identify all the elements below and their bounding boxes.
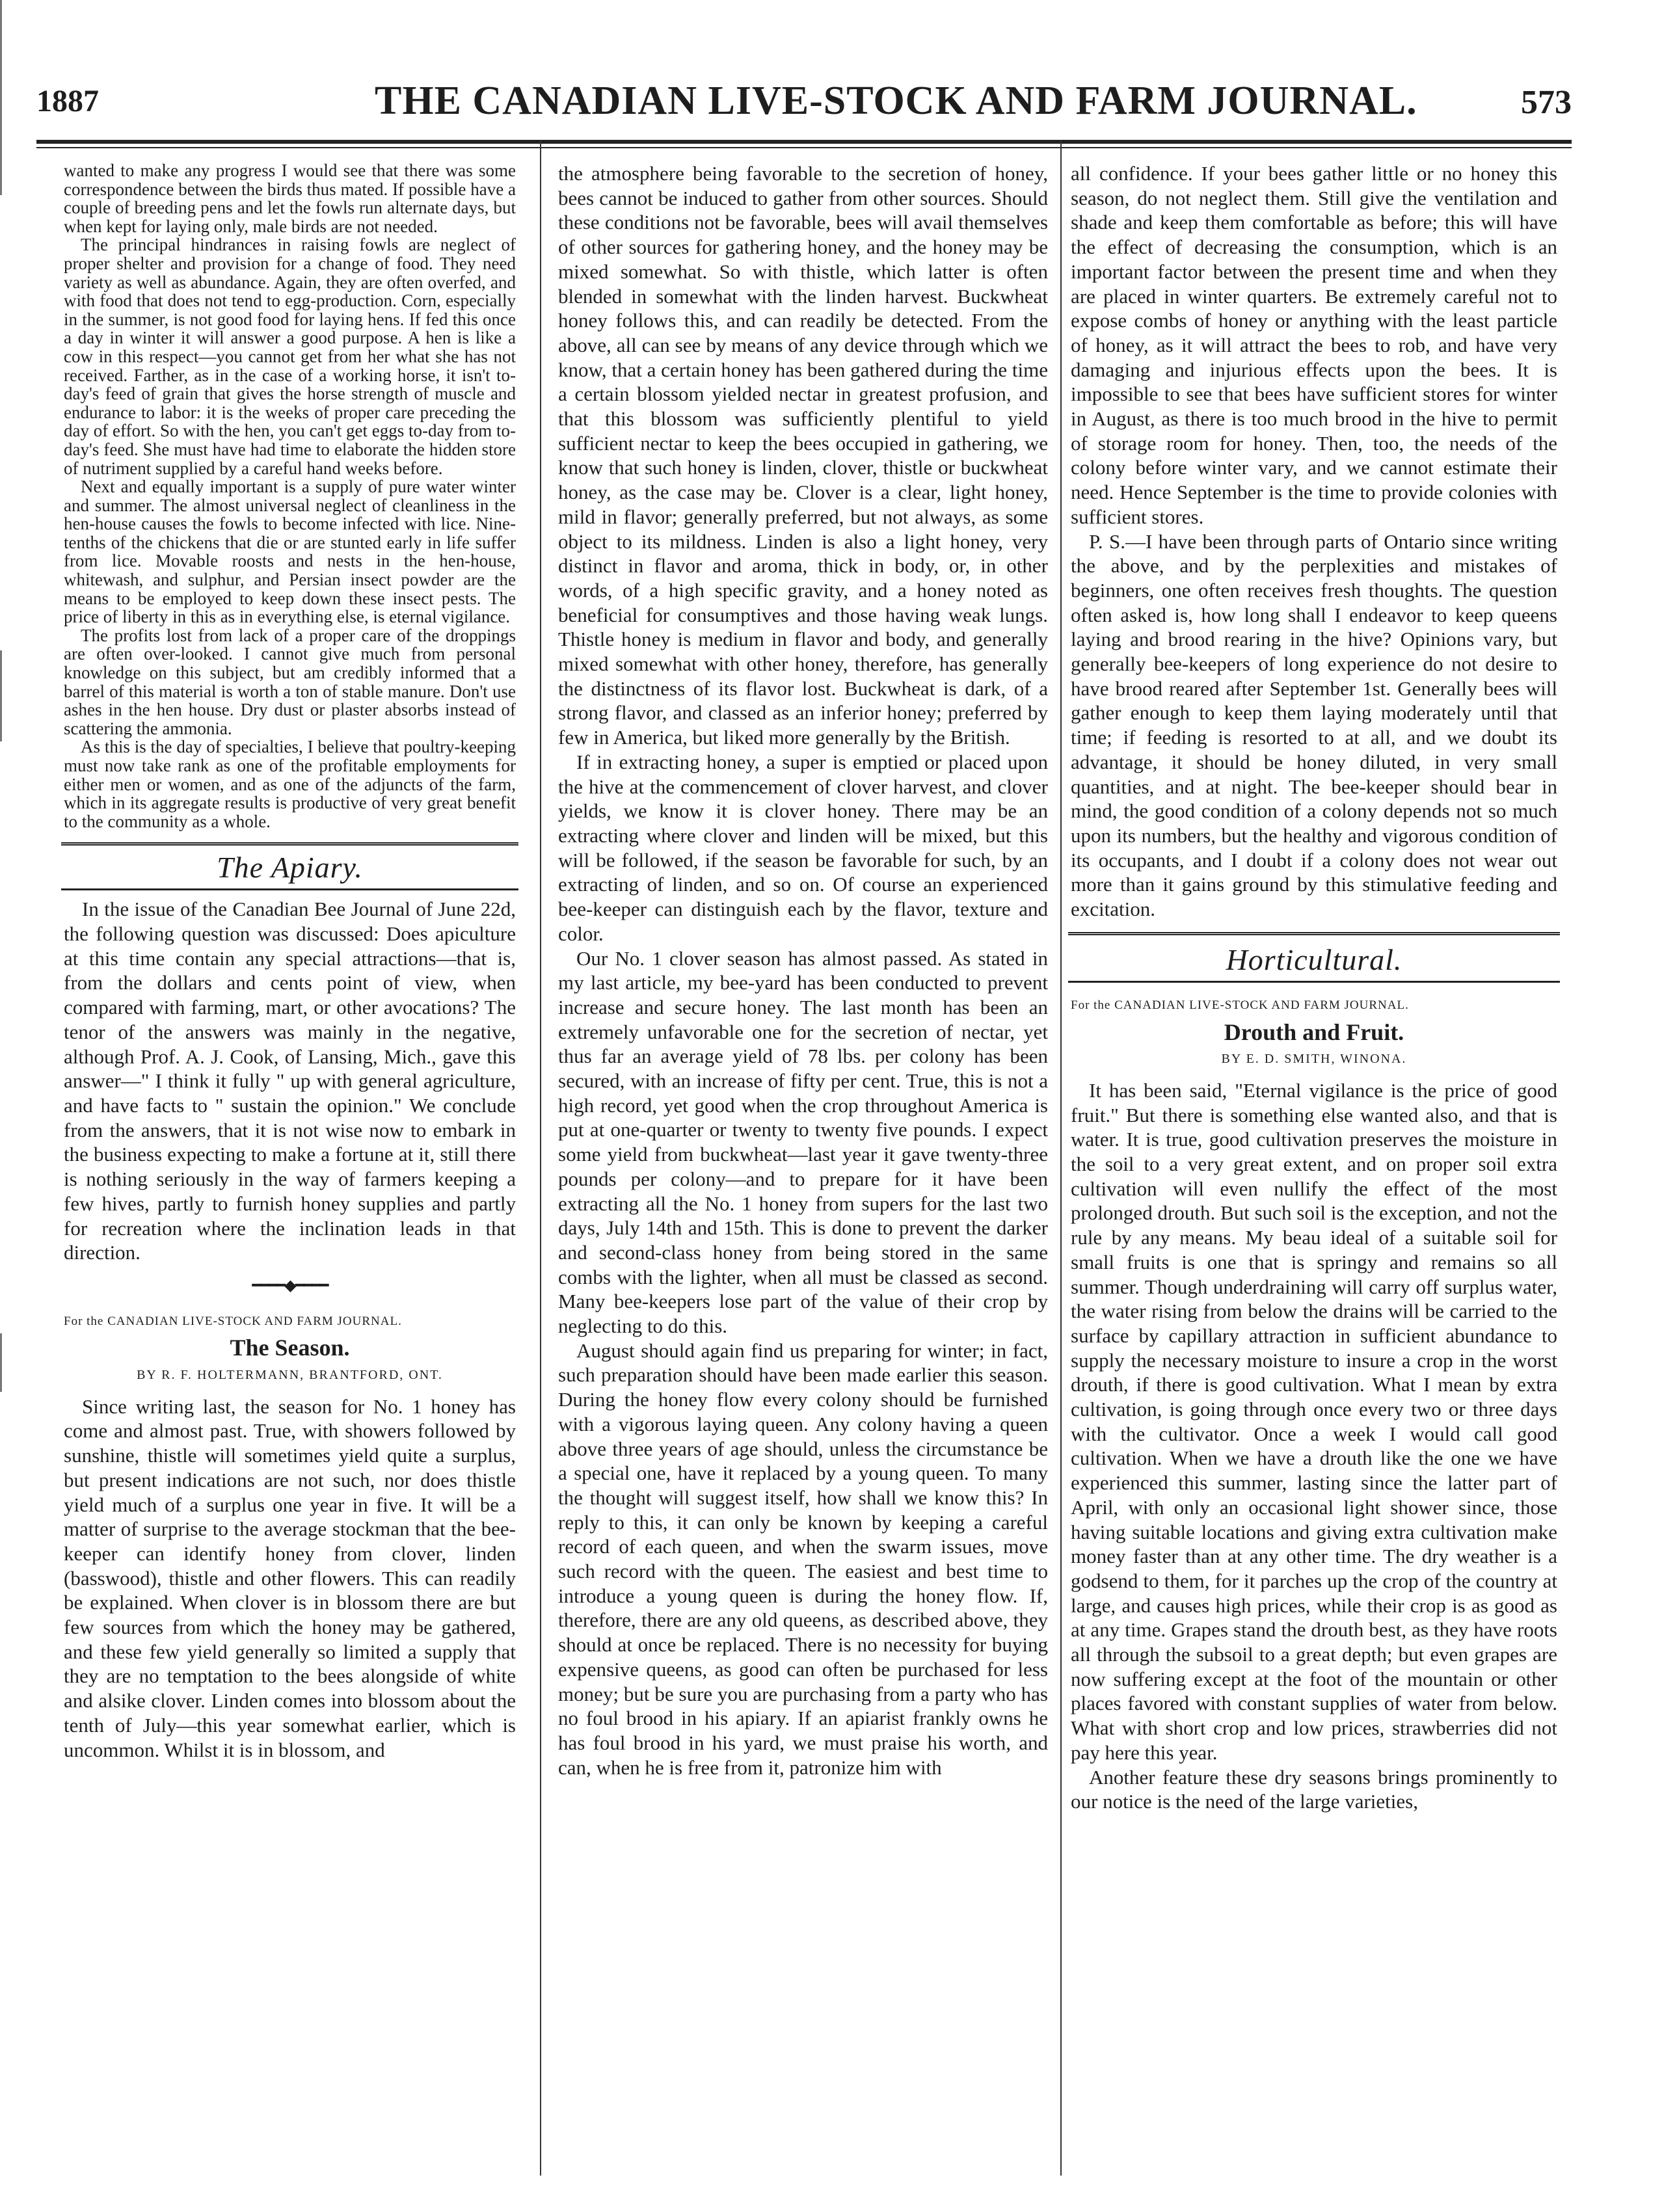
column-1: [64, 161, 516, 1762]
column-divider: [1060, 140, 1062, 2176]
column-divider: [540, 140, 541, 2176]
section-heading-box: [1068, 938, 1560, 983]
article-byline: BY E. D. SMITH, WINONA.: [1221, 1052, 1407, 1067]
article-paragraph: The profits lost from lack of a proper care of the droppings are often over-looked. I cannot give much from personal knowledge on this subject, but am credibly informed that a barrel of this material is worth a ton of stable manure. Don't use ashes in the hen house. Dry dust or plaster absorbs instead of scattering the ammonia.: [64, 625, 516, 738]
article-paragraph: In the issue of the Canadian Bee Journal of June 22d, the following question was discussed: Does apiculture at this time contain any special attractions—that is, from the dollars and cents point of view, when compared with farming, mart, or other avocations? The tenor of the answers was mainly in the negative, although Prof. A. J. Cook, of Lansing, Mich., gave this answer—" I think it fully " up with general agriculture, and have facts to " sustain the opinion." We conclude from the answers, that it is not wise now to embark in the business expecting to make a fortune at it, still there is nothing seriously in the way of farmers keeping a few hives, partly to furnish honey supplies and partly for recreation where the inclination leads in that direction.: [64, 898, 516, 1264]
running-header: [36, 79, 1572, 138]
article-byline: BY R. F. HOLTERMANN, BRANTFORD, ONT.: [137, 1368, 443, 1383]
article-paragraph: As this is the day of specialties, I believe that poultry-keeping must now take rank as one of the profitable employments for either men or women, and as one of the adjuncts of the farm, which in its aggregate results is productive of very great benefit to the community as a whole.: [64, 737, 516, 831]
article-title: Drouth and Fruit.: [1224, 1019, 1404, 1045]
article-paragraph: It has been said, "Eternal vigilance is the price of good fruit." But there is something else wanted also, and that is water. It is true, good cultivation preserves the moisture in the soil to a very great extent, and on proper soil extra cultivation will even nullify the effect of the most prolonged drouth. But such soil is the exception, and not the rule by any means. My beau ideal of a suitable soil for small fruits is one that is springy and remains so all summer. Though underdraining will carry off surplus water, the water rising from below the drains will be carried to the surface by capillary attraction in sufficient abundance to supply the necessary moisture to insure a crop in the worst drouth, if there is good cultivation. What I mean by extra cultivation, is going through once every two or three days with the cultivator. Once a week I would call good cultivation. When we have a drouth like the one we have experienced this summer, lasting since the latter part of April, with only an occasional light shower since, those having suitable locations and giving extra cultivation make money faster than at any other time. The dry weather is a godsend to them, for it parches up the crop of the country at large, and causes high prices, while their crop is as good as at any time. Grapes stand the drouth best, as they have roots all through the subsoil to a great depth; but even grapes are now suffering except at the foot of the mountain or other places favored with constant supplies of water from below. What with short crop and low prices, strawberries did not pay here this year.: [1071, 1078, 1557, 1764]
article-paragraph: wanted to make any progress I would see that there was some correspondence between the birds thus mated. If possible have a couple of breeding pens and let the fowls run alternate days, but when kept for laying only, male birds are not needed.: [64, 161, 516, 236]
ornament-divider: ━━━━◆━━━━: [252, 1277, 328, 1294]
article-paragraph: P. S.—I have been through parts of Ontario since writing the above, and by the perplexities and mistakes of beginners, one often receives fresh thoughts. The question often asked is, how long shall I endeavor to keep queens laying and brood rearing in the hive? Opinions vary, but generally bee-keepers of long experience do not desire to have brood reared after September 1st. Generally bees will gather enough to keep them laying moderately until that time; if feeding is resorted to at all, and we doubt its advantage, it should be honey diluted, in very small quantities, and at night. The bee-keeper should bear in mind, the good condition of a colony depends not so much upon its numbers, but the healthy and vigorous condition of its occupants, and I doubt if a colony does not wear out more than it gains ground by this stimulative feeding and excitation.: [1071, 529, 1557, 921]
article-source-line: For the CANADIAN LIVE-STOCK AND FARM JOURNAL.: [64, 1314, 402, 1328]
section-heading-horticultural: Horticultural.: [1226, 942, 1402, 976]
article-paragraph: Our No. 1 clover season has almost passed. As stated in my last article, my bee-yard has been conducted to prevent increase and secure honey. The last month has been an extremely unfavorable one for the secretion of nectar, yet thus far an average yield of 78 lbs. per colony has been secured, with an increase of fifty per cent. True, this is not a high record, yet good when the crop throughout America is put at one-quarter or twenty to twenty five pounds. I expect some yield from buckwheat—last year it gave twenty-three pounds per colony—and to prepare for it have been extracting all the No. 1 honey from supers for the last two days, July 14th and 15th. This is done to prevent the darker and second-class honey from being stored in the same combs with the lighter, when all must be classed as second. Many bee-keepers lose part of the value of their crop by neglecting to do this.: [558, 946, 1048, 1338]
header-rule-thick: [36, 140, 1572, 144]
article-paragraph: Another feature these dry seasons brings prominently to our notice is the need of the large varieties,: [1071, 1765, 1557, 1813]
section-heading-box: [61, 842, 518, 890]
journal-title: THE CANADIAN LIVE-STOCK AND FARM JOURNAL.: [375, 79, 1417, 123]
header-rule-thin: [36, 147, 1572, 148]
section-rule: [1068, 932, 1560, 935]
poultry-article: [64, 161, 516, 831]
scan-edge-mark: [0, 0, 2, 195]
column-3: [1071, 161, 1557, 1814]
article-paragraph: Next and equally important is a supply of pure water winter and summer. The almost universal neglect of cleanliness in the hen-house causes the fowls to become infected with lice. Nine-tenths of the chickens that die or are stunted early in life suffer from lice. Movable roosts and nests in the hen-house, whitewash, and sulphur, and Persian insect powder are the means to be employed to keep down these insect pests. The price of liberty in this as in everything else, is eternal vigilance.: [64, 477, 516, 627]
article-paragraph: the atmosphere being favorable to the secretion of honey, bees cannot be induced to gather from other sources. Should these conditions not be favorable, bees will avail themselves of other sources for gathering honey, and the honey may be mixed somewhat. So with thistle, which latter is often blended in somewhat with the linden harvest. Buckwheat honey follows this, and can readily be detected. From the above, all can see by means of any device through which we know, that a certain honey has been gathered during the time a certain blossom yielded nectar in greatest profusion, and that this blossom was sufficiently plentiful to yield sufficient nectar to keep the bees occupied in gathering, we know that such honey is linden, clover, thistle or buckwheat honey, as the case may be. Clover is a clear, light honey, mild in flavor; generally preferred, but not always, as some object to its mildness. Linden is also a light honey, very distinct in flavor and aroma, thick in body, or, in other words, of a high specific gravity, and a honey noted as beneficial for consumptives and those having weak lungs. Thistle honey is medium in flavor and body, and generally mixed somewhat with other honey, therefore, has generally the distinctness of its flavor lost. Buckwheat is dark, of a strong flavor, and classed as an inferior honey; preferred by few in America, but liked more generally by the British.: [558, 162, 1048, 749]
header-year: 1887: [36, 84, 99, 118]
page-number: 573: [1521, 84, 1572, 121]
apiary-article: [64, 897, 516, 1762]
article-paragraph: The principal hindrances in raising fowls are neglect of proper shelter and provision for a change of food. They need variety as well as abundance. Again, they are often overfed, and with food that does not tend to egg-production. Corn, especially in the summer, is not good food for laying hens. If fed this once a day in winter it will answer a good purpose. A hen is like a cow in this respect—you cannot get from her what she has not received. Farther, as in the case of a working horse, it isn't to-day's feed of grain that gives the horse strength of muscle and endurance to labor: it is the weeks of proper care preceding the day of effort. So with the hen, you can't get eggs to-day from to-day's feed. She must have had time to elaborate the hidden store of nutriment supplied by a careful hand weeks before.: [64, 235, 516, 478]
article-paragraph: If in extracting honey, a super is emptied or placed upon the hive at the commencement of clover harvest, and clover yields, we know it is clover honey. There may be an extracting where clover and linden will be mixed, but this will be followed, if the season be favorable for such, by an extracting of linden, and so on. Of course an experienced bee-keeper can distinguish each by the flavor, texture and color.: [558, 750, 1048, 945]
article-paragraph: August should again find us preparing for winter; in fact, such preparation should have been made earlier this season. During the honey flow every colony should be furnished with a vigorous laying queen. Any colony having a queen above three years of age should, unless the circumstance be a special one, have it replaced by a young queen. To many the thought will suggest itself, how shall we know this? In reply to this, it can only be known by keeping a careful record of each queen, and when the swarm issues, move such record with the queen. The easiest and best time to introduce a young queen is during the honey flow. If, therefore, there are any old queens, as described above, they should at once be replaced. There is no necessity for buying expensive queens, as good can often be purchased for less money; but be sure you are purchasing from a party who has no foul brood in his apiary. If an apiarist frankly owns he has foul brood in his yard, we must praise his worth, and can, when he is free from it, patronize him with: [558, 1339, 1048, 1779]
section-heading-apiary: The Apiary.: [217, 851, 363, 885]
article-paragraph: all confidence. If your bees gather little or no honey this season, do not neglect them. Still give the ventilation and shade and keep them comfortable as before; this will have the effect of decreasing the consumption, which is an important factor between the present time and when they are placed in winter quarters. Be extremely careful not to expose combs of honey or anything with the least particle of honey, as it will attract the bees to rob, and have very damaging and injurious effects upon the bees. It is impossible to see that bees have sufficient stores for winter in August, as there is too much brood in the hive to permit of storage room for honey. Then, too, the needs of the colony before winter vary, and we cannot estimate their need. Hence September is the time to provide colonies with sufficient stores.: [1071, 162, 1557, 528]
article-title: The Season.: [230, 1335, 350, 1361]
article-source-line: For the CANADIAN LIVE-STOCK AND FARM JOURNAL.: [1071, 998, 1409, 1012]
column-2: [558, 161, 1048, 1779]
scan-edge-mark: [0, 650, 2, 741]
article-paragraph: Since writing last, the season for No. 1 honey has come and almost past. True, with showers followed by sunshine, thistle will sometimes yield quite a surplus, but present indications are not such, nor does thistle yield much of a surplus one year in five. It will be a matter of surprise to the average stockman that the bee-keeper can identify honey from clover, linden (basswood), thistle and other flowers. This can readily be explained. When clover is in blossom there are but few sources from which the honey may be gathered, and these few yield generally so limited a supply that they are no temptation to the bees alongside of white and alsike clover. Linden comes into blossom about the tenth of July—this year somewhat earlier, which is uncommon. Whilst it is in blossom, and: [64, 1394, 516, 1761]
scan-edge-mark: [0, 1333, 2, 1392]
